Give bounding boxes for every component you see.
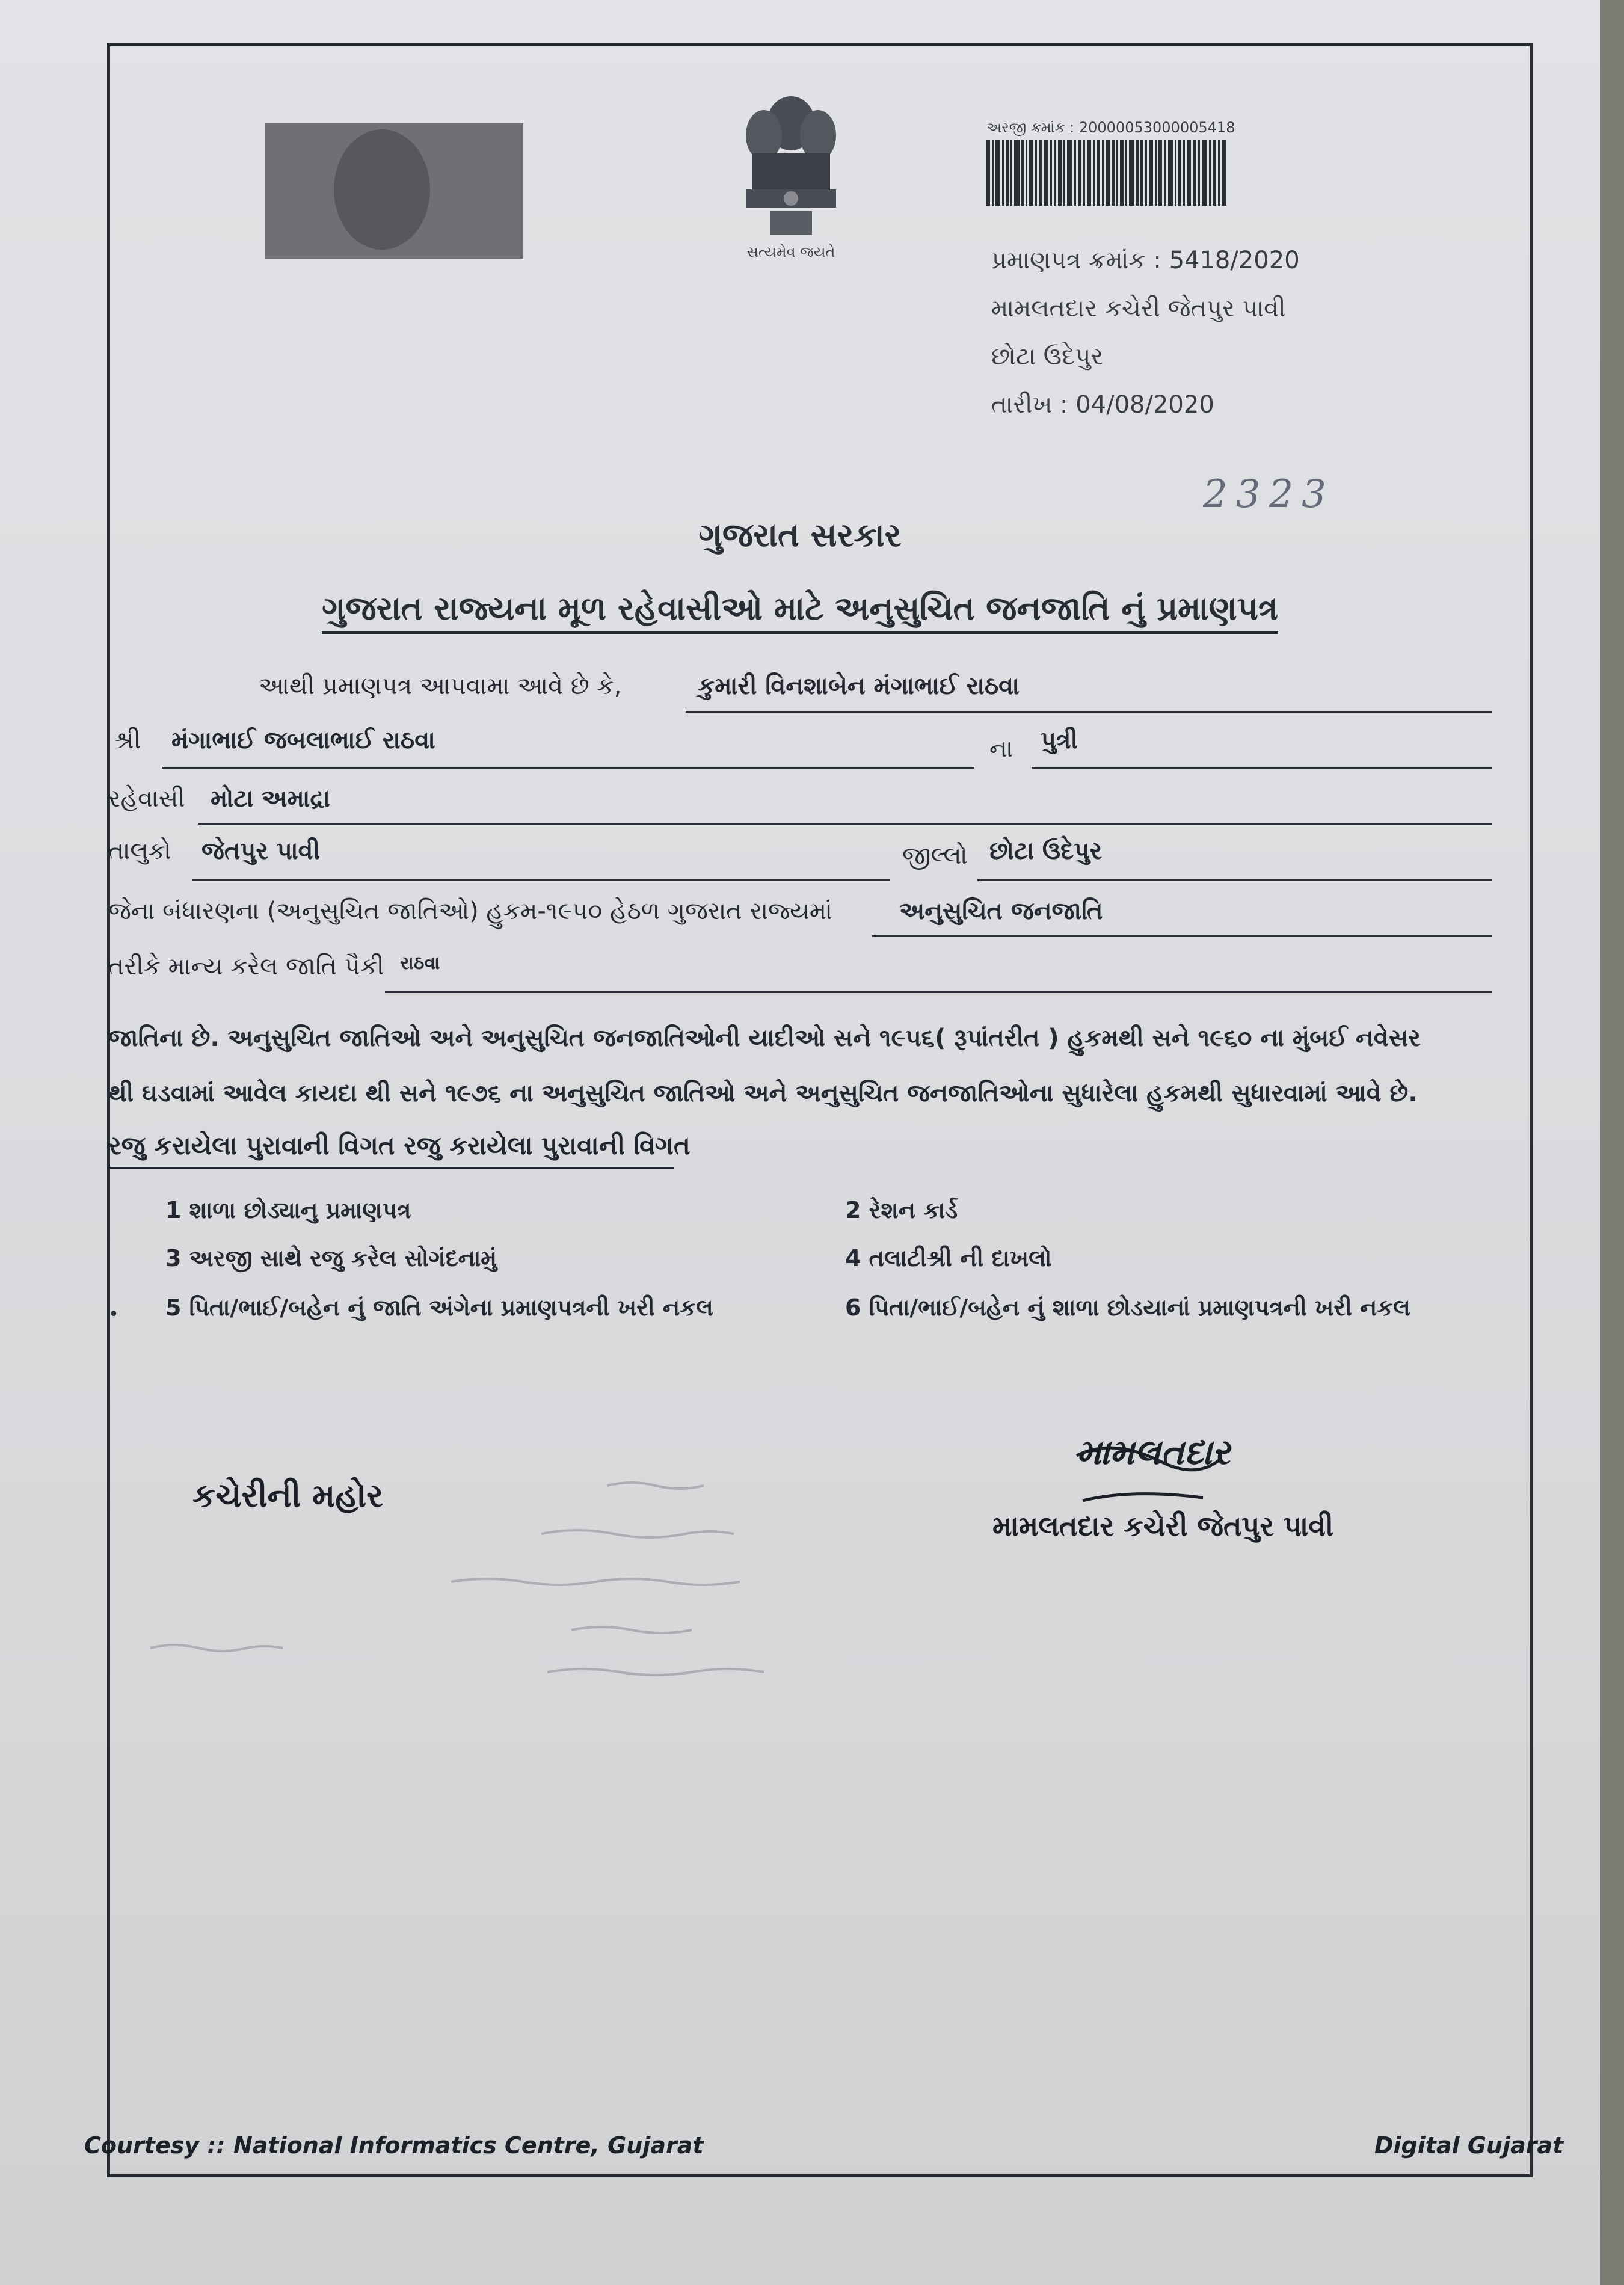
office-line2: છોટા ઉદેપુર (991, 343, 1103, 371)
signature: મામલતદાર (1077, 1432, 1231, 1472)
issue-date: તારીખ : 04/08/2020 (991, 391, 1214, 419)
documents-heading: રજુ કરાયેલા પુરાવાની વિગત રજુ કરાયેલા પુરાવાની વિગત (108, 1131, 691, 1160)
taluka-value: જેતપુર પાવી (201, 837, 321, 865)
relation-underline (1032, 767, 1492, 769)
signature-flourish (1071, 1444, 1227, 1510)
office-stamp-label: કચેરીની મહોર (192, 1477, 384, 1515)
resident-value: મોટા અમાદ્રા (211, 785, 330, 813)
resident-underline (198, 823, 1492, 825)
name-underline (686, 711, 1492, 713)
handwritten-number: 2323 (1203, 472, 1335, 517)
district-underline (977, 879, 1492, 881)
document-item-4: 4 તલાટીશ્રી ની દાખલો (845, 1245, 1052, 1272)
national-emblem-icon (728, 87, 854, 250)
document-item-1: 1 શાળા છોડ્યાનુ પ્રમાણપત્ર (165, 1197, 411, 1223)
constitution-label: જેના બંધારણના (અનુસુચિત જાતિઓ) હુકમ-૧૯૫૦ હેઠળ ગુજરાત રાજ્યમાં (108, 897, 832, 925)
photo-face-silhouette (334, 129, 430, 250)
taluka-underline (192, 879, 890, 881)
application-number: અરજી ક્રમાંક : 20000053000005418 (986, 119, 1235, 136)
na-label: ના (989, 735, 1013, 763)
caste-underline (385, 991, 1492, 993)
office-line1: મામલતદાર કચેરી જેતપુર પાવી (991, 295, 1286, 322)
footer-courtesy: Courtesy :: National Informatics Centre, Gujarat (84, 2132, 704, 2159)
faint-stamp-impression (138, 1468, 920, 1696)
relation: પુત્રી (1041, 727, 1078, 754)
document-item-3: 3 અરજી સાથે રજુ કરેલ સોગંદનામું (165, 1245, 497, 1272)
legal-paragraph-line2: થી ઘડવામાં આવેલ કાયદા થી સને ૧૯૭૬ ના અનુસુચિત જાતિઓ અને અનુસુચિત જનજાતિઓના સુધારેલા હુકમથી સુધારવામાં આવે છે. (108, 1080, 1418, 1107)
shri-label: શ્રી (114, 727, 141, 754)
district-label: જીલ્લો (902, 842, 968, 870)
certificate-number: પ્રમાણપત્ર ક્રમાંક : 5418/2020 (991, 247, 1300, 274)
intro-label: આથી પ્રમાણપત્ર આપવામા આવે છે કે, (259, 672, 622, 700)
document-item-5: 5 પિતા/ભાઈ/બહેન નું જાતિ અંગેના પ્રમાણપત્રની ખરી નકલ (165, 1294, 713, 1321)
certificate-title (0, 589, 1600, 628)
certificate-title-text: ગુજરાત રાજ્યના મૂળ રહેવાસીઓ માટે અનુસુચિત જનજાતિ નું પ્રમાણપત્ર (322, 589, 1278, 634)
emblem-caption: સત્યમેવ જયતે (746, 244, 835, 260)
legal-paragraph-line1: જાતિના છે. અનુસુચિત જાતિઓ અને અનુસુચિત જનજાતિઓની યાદીઓ સને ૧૯૫૬( રૂપાંતરીત ) હુકમથી સને ૧૯૬૦ ના મુંબઈ નવેસર (108, 1024, 1421, 1052)
background-edge (1600, 0, 1624, 2285)
document-item-6: 6 પિતા/ભાઈ/બહેન નું શાળા છોડયાનાં પ્રમાણપત્રની ખરી નકલ (845, 1294, 1410, 1321)
applicant-name: કુમારી વિનશાબેન મંગાભાઈ રાઠવા (698, 672, 1020, 700)
caste-label: તરીકે માન્ય કરેલ જાતિ પૈકી (108, 953, 384, 980)
caste-value: રાઠવા (400, 953, 440, 974)
father-name: મંગાભાઈ જબલાભાઈ રાઠવા (171, 727, 435, 754)
resident-label: રહેવાસી (108, 785, 185, 813)
barcode (986, 140, 1293, 206)
signatory-office: મામલતદાર કચેરી જેતપુર પાવી (992, 1510, 1334, 1542)
government-title: ગુજરાત સરકાર (698, 516, 902, 554)
document-item-2: 2 રેશન કાર્ડ (845, 1197, 958, 1223)
footer-digital-gujarat: Digital Gujarat (1374, 2132, 1564, 2159)
constitution-value: અનુસુચિત જનજાતિ (899, 897, 1103, 925)
taluka-label: તાલુકો (108, 837, 171, 865)
constitution-underline (872, 935, 1492, 937)
district-value: છોટા ઉદેપુર (989, 837, 1103, 865)
documents-heading-underline (108, 1167, 674, 1169)
father-underline (162, 767, 974, 769)
bullet-mark: • (108, 1304, 119, 1325)
